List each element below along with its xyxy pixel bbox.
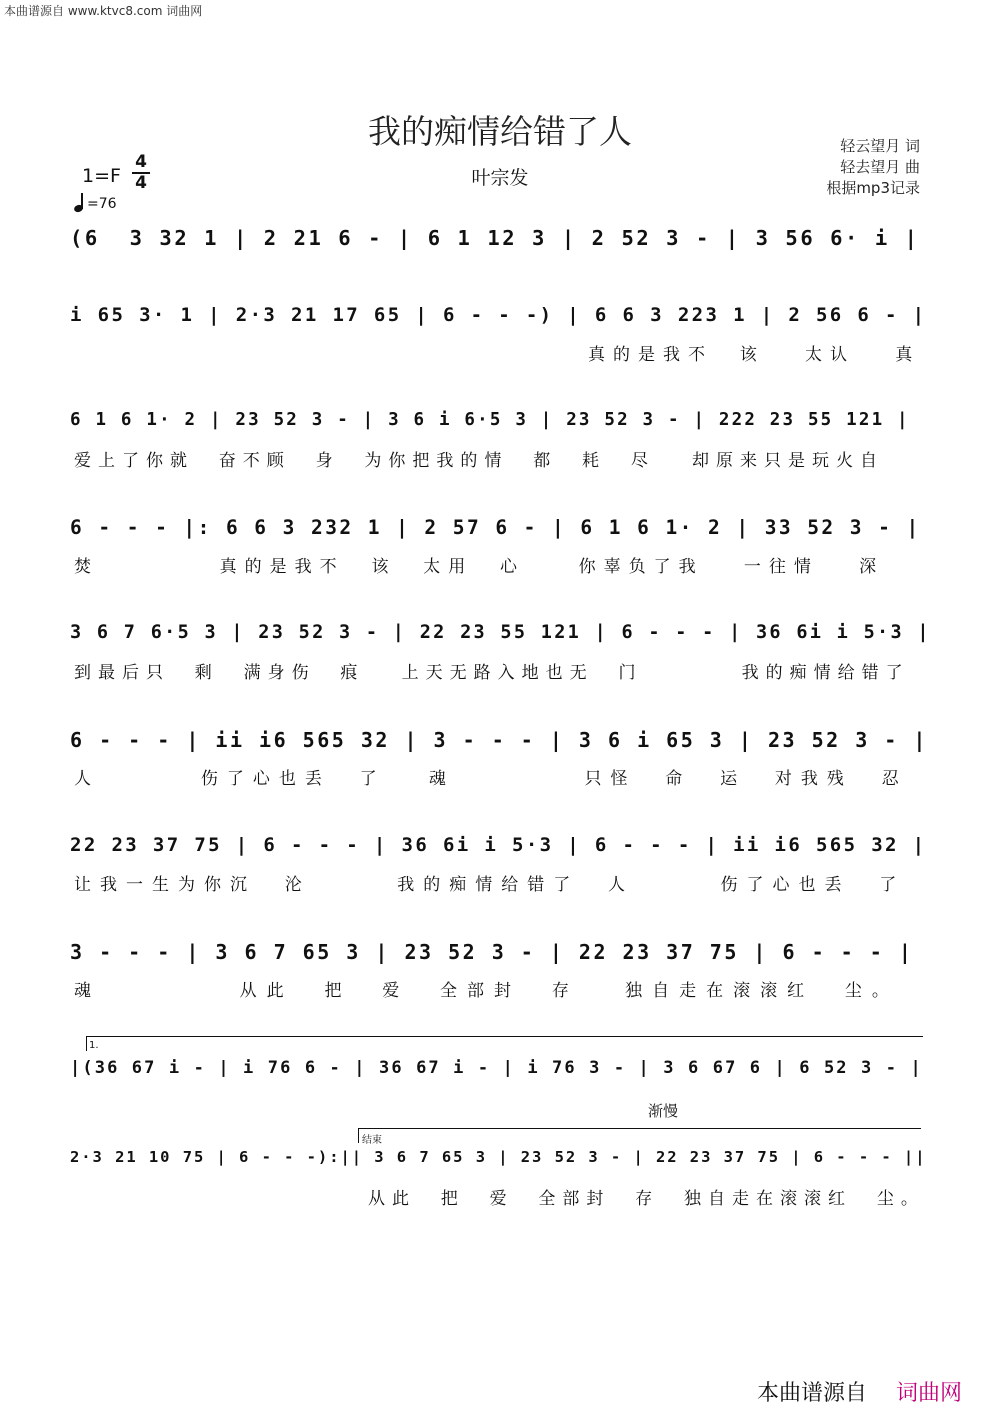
tempo-change-mark: 渐慢 (648, 1102, 679, 1120)
lyrics-line-2: 真的是我不 该 太认 真 (588, 345, 921, 365)
music-line-9 (70, 1046, 932, 1106)
notes-line-10: 2·3 21 10 75 | 6 - - -):|| 3 6 7 65 3 | 23 52 3 - | 22 23 37 75 | 6 - - - || (70, 1148, 927, 1166)
lyrics-line-8: 魂 从此 把 爱 全部封 存 独自走在滚滚红 尘。 (74, 981, 899, 1001)
notes-line-7: 22 23 37 75 | 6 - - - | 36 6i i 5·3 | 6 - - - | ii i6 565 32 | (70, 834, 927, 856)
header-watermark: 本曲谱源自 www.ktvc8.com 词曲网 (4, 4, 203, 18)
singer-name: 叶宗发 (471, 167, 529, 189)
lyrics-line-3: 爱上了你就 奋不顾 身 为你把我的情 都 耗 尽 却原来只是玩火自 (74, 451, 885, 471)
notes-line-1: (6 3 32 1 | 2 21 6 - | 6 1 12 3 | 2 52 3 - | 3 56 6· i | (70, 226, 920, 250)
lyrics-line-7: 让我一生为你沉 沦 我的痴情给错了 人 伤了心也丢 了 (74, 875, 906, 895)
notes-line-6: 6 - - - | ii i6 565 32 | 3 - - - | 3 6 i 65 3 | 23 52 3 - | (70, 728, 928, 752)
tempo-mark: =76 (74, 193, 117, 212)
song-title: 我的痴情给错了人 (368, 112, 632, 151)
lyricist-credit: 轻云望月 词 (840, 137, 920, 155)
transcription-credit: 根据mp3记录 (826, 179, 920, 197)
time-signature (130, 153, 152, 193)
notes-line-2: i 65 3· 1 | 2·3 21 17 65 | 6 - - -) | 6 6 3 223 1 | 2 56 6 - | (70, 304, 927, 326)
notes-line-8: 3 - - - | 3 6 7 65 3 | 23 52 3 - | 22 23 37 75 | 6 - - - | (70, 940, 914, 964)
notes-line-9: |(36 67 i - | i 76 6 - | 36 67 i - | i 76 3 - | 3 6 67 6 | 6 52 3 - | (70, 1058, 923, 1078)
lyrics-line-4: 焚 真的是我不 该 太用 心 你辜负了我 一往情 深 (74, 557, 885, 577)
ending-label: 结束 (362, 1135, 382, 1146)
footer-source: 本曲谱源自 (757, 1381, 868, 1406)
key-signature: 1=F (82, 165, 121, 187)
lyrics-line-5: 到最后只 剩 满身伤 痕 上天无路入地也无 门 我的痴情给错了 (74, 663, 910, 683)
time-top: 4 (135, 152, 147, 172)
time-bottom: 4 (135, 173, 147, 193)
music-line-1 (70, 214, 932, 274)
notes-line-4: 6 - - - |: 6 6 3 232 1 | 2 57 6 - | 6 1 6 1· 2 | 33 52 3 - | (70, 516, 921, 539)
lyrics-line-10: 从此 把 爱 全部封 存 独自走在滚滚红 尘。 (368, 1189, 925, 1209)
composer-credit: 轻去望月 曲 (840, 158, 920, 176)
notes-line-5: 3 6 7 6·5 3 | 23 52 3 - | 22 23 55 121 | 6 - - - | 36 6i i 5·3 | (70, 622, 931, 643)
credits (826, 136, 920, 199)
footer-site[interactable]: 词曲网 (896, 1381, 963, 1406)
quarter-note-icon (73, 204, 84, 214)
notes-line-3: 6 1 6 1· 2 | 23 52 3 - | 3 6 i 6·5 3 | 23 52 3 - | 222 23 55 121 | (70, 410, 910, 430)
volta-number: 1. (89, 1040, 99, 1051)
lyrics-line-6: 人 伤了心也丢 了 魂 只怪 命 运 对我残 忍 (74, 769, 908, 789)
